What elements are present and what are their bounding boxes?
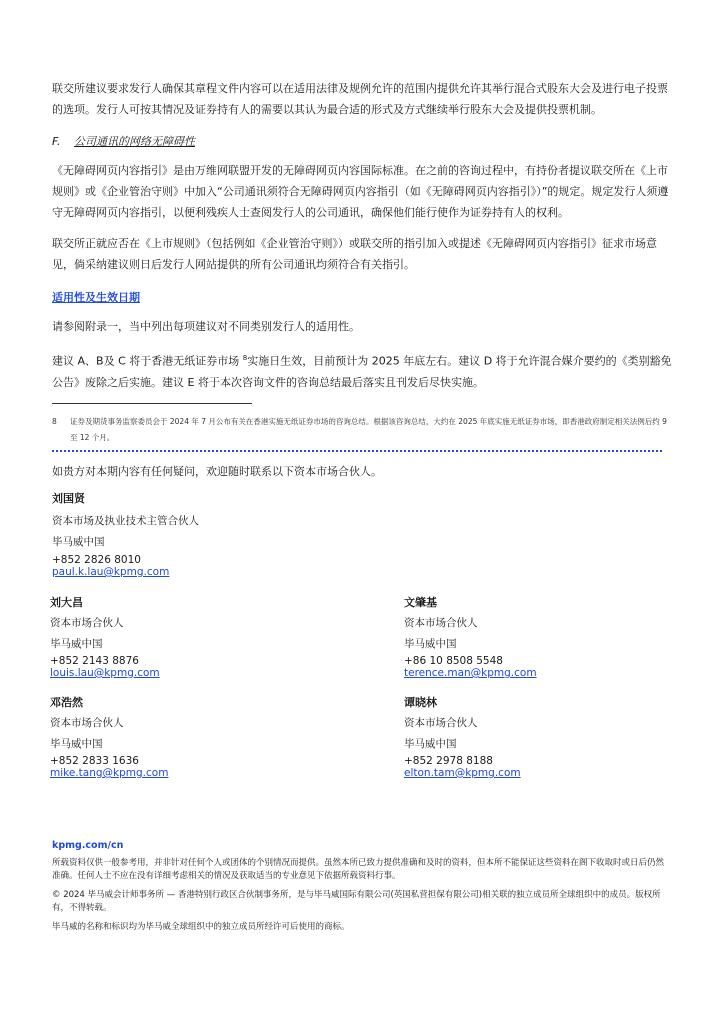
footnote-divider <box>52 403 252 404</box>
contact-email-link[interactable]: paul.k.lau@kpmg.com <box>52 566 170 578</box>
footnote-text: 证券及期货事务监察委员会于 2024 年 7 月公布有关在香港实施无纸证券市场的咨询总结。根据该咨询总结，大约在 2025 年底实施无纸证券市场，即香港政府制定相关法例后约 9 至 12 个月。 <box>70 417 667 442</box>
contact-name: 刘大昌 <box>50 596 83 609</box>
subsection-letter: F. <box>52 135 61 148</box>
footnote-number: 8 <box>52 417 57 426</box>
contact-title: 资本市场合伙人 <box>404 617 478 629</box>
contact-card <box>404 697 521 779</box>
contact-phone: +86 10 8508 5548 <box>404 655 503 667</box>
contact-title: 资本市场及执业技术主管合伙人 <box>52 515 199 527</box>
contact-firm: 毕马威中国 <box>50 738 103 750</box>
contact-firm: 毕马威中国 <box>404 638 457 650</box>
contact-firm: 毕马威中国 <box>52 536 105 548</box>
subsection-title: 公司通讯的网络无障碍性 <box>74 135 195 148</box>
contact-card <box>404 597 537 679</box>
footnote <box>52 414 672 446</box>
footnote-reference[interactable]: 8 <box>242 354 248 362</box>
paragraph-effective-dates-part1: 建议 A、B及 C 将于香港无纸证券市场 <box>52 354 243 368</box>
contact-firm: 毕马威中国 <box>404 738 457 750</box>
contact-email-link[interactable]: terence.man@kpmg.com <box>404 667 537 679</box>
contact-email-link[interactable]: elton.tam@kpmg.com <box>404 767 521 779</box>
contact-title: 资本市场合伙人 <box>50 717 124 729</box>
paragraph-wcag: 《无障碍网页内容指引》是由万维网联盟开发的无障碍网页内容国际标准。在之前的咨询过程中，有持份者提议联交所在《上市规则》或《企业管治守则》中加入“公司通讯须符合无障碍网页内容指引（如《无障碍网页内容指引》）”的规定。规定发行人须遵守无障碍网页内容指引，以便利残疾人士查阅发行人的公司通讯，确保他们能行使作为证券持有人的权利。 <box>52 164 669 219</box>
contact-phone: +852 2143 8876 <box>50 655 139 667</box>
contact-title: 资本市场合伙人 <box>404 717 478 729</box>
contact-name: 邓浩然 <box>50 696 83 709</box>
contact-intro: 如贵方对本期内容有任何疑问，欢迎随时联系以下资本市场合伙人。 <box>52 465 382 478</box>
dotted-divider <box>52 450 662 452</box>
copyright-text: © 2024 毕马威会计师事务所 — 香港特别行政区合伙制事务所，是与毕马威国际有限公司(英国私营担保有限公司)相关联的独立成员所全球组织中的成员。版权所有，不得转载。 <box>52 890 661 913</box>
contact-card <box>50 697 168 779</box>
section-title-applicability: 适用性及生效日期 <box>52 291 140 304</box>
contact-email-link[interactable]: mike.tang@kpmg.com <box>50 767 169 779</box>
contact-card <box>50 597 160 679</box>
disclaimer-text: 所载资料仅供一般参考用，并非针对任何个人或团体的个别情况而提供。虽然本所已致力提供准确和及时的资料，但本所不能保证这些资料在阁下收取时或日后仍然准确。任何人士不应在没有详细考虑相关的情况及获取适当的专业意见下依据所载资料行事。 <box>52 858 665 881</box>
subsection-heading <box>52 133 195 149</box>
paragraph-effective-dates-part2: 实施日生效，目前预计为 2025 年底左右。建议 D 将于允许混合媒介要约的《类别豁免公告》废除之后实施。建议 E 将于本次咨询文件的咨询总结最后落实且刊发后尽快实施。 <box>52 354 672 389</box>
contact-phone: +852 2833 1636 <box>50 755 139 767</box>
contact-name: 文肇基 <box>404 596 437 609</box>
contact-name: 刘国贤 <box>52 492 85 505</box>
paragraph-consultation: 联交所正就应否在《上市规则》（包括例如《企业管治守则》）或联交所的指引加入或提述《无障碍网页内容指引》征求市场意见，倘采纳建议则日后发行人网站提供的所有公司通讯均须符合有关指引。 <box>52 237 657 271</box>
contact-name: 谭晓林 <box>404 696 437 709</box>
paragraph-effective-dates <box>52 348 672 393</box>
paragraph-hybrid-meetings: 联交所建议要求发行人确保其章程文件内容可以在适用法律及规例允许的范围内提供允许其举行混合式股东大会及进行电子投票的选项。发行人可按其情况及证券持有人的需要以其认为最合适的形式及方式继续举行股东大会及提供投票机制。 <box>52 82 668 116</box>
trademark-text: 毕马威的名称和标识均为毕马威全球组织中的独立成员所经许可后使用的商标。 <box>52 922 350 932</box>
contact-email-link[interactable]: louis.lau@kpmg.com <box>50 667 160 679</box>
contact-card <box>52 493 199 578</box>
website-link[interactable]: kpmg.com/cn <box>52 840 124 851</box>
contact-title: 资本市场合伙人 <box>50 617 124 629</box>
contact-firm: 毕马威中国 <box>50 638 103 650</box>
contact-phone: +852 2826 8010 <box>52 554 141 566</box>
paragraph-appendix: 请参阅附录一，当中列出每项建议对不同类别发行人的适用性。 <box>52 320 360 333</box>
contact-phone: +852 2978 8188 <box>404 755 493 767</box>
